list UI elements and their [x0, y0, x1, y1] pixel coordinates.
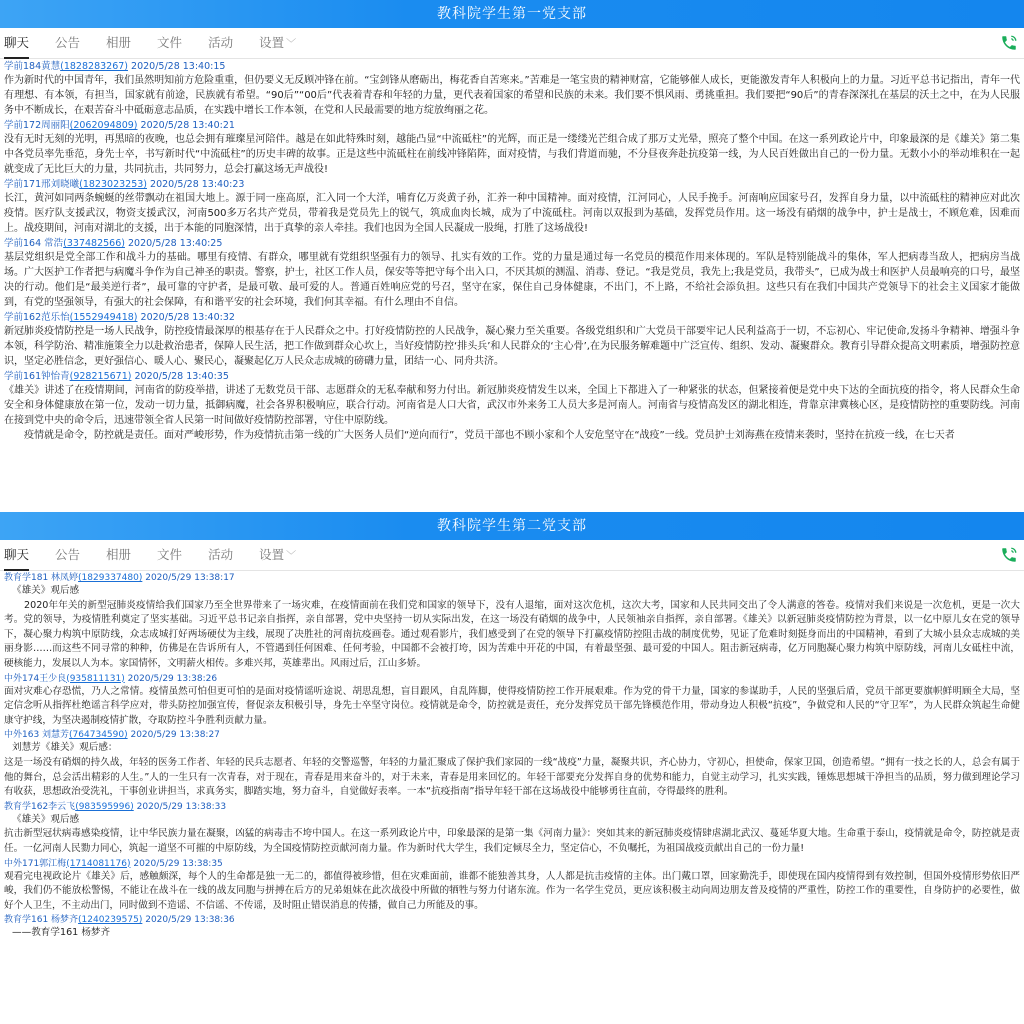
chevron-down-icon: ﹀: [286, 39, 297, 50]
message: [4, 801, 1020, 857]
sender-id-link[interactable]: (1552949418): [69, 312, 138, 323]
message: [4, 729, 1020, 799]
message-header: [4, 237, 1020, 250]
message-time: 2020/5/28 13:40:25: [128, 238, 223, 249]
message-header: [4, 729, 1020, 741]
message-header: [4, 60, 1020, 73]
sender-name[interactable]: 中外163 刘慧芳: [4, 730, 70, 741]
message-text: 长江，黄河如同两条蜿蜒的丝带飘动在祖国大地上。源于同一座高原，汇入同一个大洋，哺育亿万炎黄子孙，汇养一种中国精神。面对疫情，江河同心，人民手挽手。河南响应国家号召，发挥自身力量，以中流砥柱的精神应对此次疫情。医疗队支援武汉，物资支援武汉，河南500多万名共产党员，带着我是党员先上的锐气，筑成血肉长城，成为了中流砥柱。河南以双报到为基础，发挥党员作用。这一场没有硝烟的战争中，护士是战士，不顾危难，因难而上。战疫期间，河南对湖北的支援，出于本能的同胞深情，出于真挚的亲人牵挂。我们也因为全国人民凝成一股绳，打胜了这场战役!: [4, 193, 1020, 234]
message-text: 新冠肺炎疫情防控是一场人民战争，防控疫情最深厚的根基存在于人民群众之中。打好疫情防控的人民战争，凝心聚力至关重要。各级党组织和广大党员干部要牢记人民利益高于一切，不忘初心、牢记使命,发扬斗争精神、增强斗争本领，科学防治、精准施策全力以赴救治患者，保障人民生活，把工作做到群众心坎上，当好疫情防控‘排头兵’和人民群众的‘主心骨’,在为民服务解难题中广泛宣传、组织、发动、凝聚群众。教育引导群众提高文明素质，增强防控意识，坚定必胜信念，更好强信心、暖人心、聚民心，凝聚起亿万人民众志成城的磅礴力量，团结一心、同舟共济。: [4, 326, 1020, 367]
chat-window-branch-2: [0, 512, 1024, 1024]
message-time: 2020/5/28 13:40:32: [140, 312, 235, 323]
message: [4, 673, 1020, 729]
message: [4, 311, 1020, 369]
message-header: [4, 370, 1020, 383]
message: [4, 858, 1020, 914]
message-header: [4, 572, 1020, 584]
sender-name[interactable]: 教育学181 林凤婷: [4, 573, 79, 583]
message-time: 2020/5/29 13:38:26: [127, 673, 218, 684]
message: [4, 60, 1020, 118]
tab-settings-label: 设置: [259, 35, 285, 50]
sender-id-link[interactable]: (337482566): [63, 238, 125, 249]
message-list[interactable]: [0, 572, 1024, 941]
message-text: 观看完电视政论片《雄关》后，感触颇深，每个人的生命都是独一无二的，都值得被珍惜，但在灾难面前，谁都不能独善其身，人人都是抗击疫情的主体。出门戴口罩，回家勤洗手，即使现在国内疫情得到有效控制，但国外疫情形势依旧严峻，我们仍不能放松警惕，不能让在战斗在一线的战友同胞与拼搏在后方的兄弟姐妹在此次战役中所做的牺牲与努力付诸东流。作为一名学生党员，更应该积极主动向周边朋友普及疫情的严重性，防控工作的重要性，自身防护的必要性，做好个人卫生，不主动出门，同时做到不造谣、不信谣、不传谣，及时阻止错误消息的传播，做自己力所能及的事。: [4, 870, 1020, 911]
message-body: [4, 324, 1020, 369]
message-text: 刘慧芳《雄关》观后感：: [12, 742, 118, 754]
sender-id-link[interactable]: (2062094809): [69, 120, 138, 131]
chevron-down-icon: ﹀: [286, 551, 297, 562]
sender-id-link[interactable]: (1829337480): [78, 573, 143, 583]
message: [4, 914, 1020, 941]
sender-id-link[interactable]: (935811131): [66, 673, 125, 684]
tab-chat[interactable]: 聊天: [4, 28, 29, 58]
sender-name[interactable]: 学前184黄慧: [4, 61, 61, 72]
message-time: 2020/5/29 13:38:36: [145, 915, 235, 926]
tab-settings-label: 设置: [259, 547, 285, 562]
tab-bar: [0, 28, 1024, 59]
message-time: 2020/5/29 13:38:27: [130, 730, 220, 741]
message-body: [4, 584, 1020, 672]
message-time: 2020/5/28 13:40:21: [140, 120, 235, 131]
sender-name[interactable]: 学前162范乐怡: [4, 312, 70, 323]
message-body: [4, 685, 1020, 729]
message-body: [4, 926, 1020, 941]
tab-album[interactable]: 相册: [106, 547, 132, 562]
phone-icon[interactable]: [1000, 34, 1018, 52]
message-header: [4, 311, 1020, 324]
message-header: [4, 858, 1020, 870]
sender-name[interactable]: 教育学162李云飞: [4, 801, 76, 812]
window-title: 教科院学生第二党支部: [0, 512, 1024, 540]
message-body: [4, 741, 1020, 799]
message-body: [4, 191, 1020, 236]
message-text: 面对灾难心存恐慌，乃人之常情。疫情虽然可怕但更可怕的是面对疫情谣听途说、胡思乱想，盲目跟风，自乱阵脚，使得疫情防控工作开展艰难。作为党的骨干力量，国家的参谋助手，人民的坚强后盾，党员干部更要旗帜鲜明顾全大局，坚定信念听从指挥杜绝谣言科学应对，带头防控加强宣传，督促亲友积极引导，身先士卒坚守岗位。疫情就是命令，防控就是责任，充分发挥党员干部先锋模范作用，带动身边人积极“抗疫”，争做党和人民的“守卫军”，为人民群众筑起生命健康守护线，为坚决遏制疫情扩散，夺取防控斗争胜利贡献力量。: [4, 685, 1020, 726]
sender-name[interactable]: 教育学161 杨梦齐: [4, 915, 79, 926]
message: [4, 119, 1020, 177]
message-header: [4, 673, 1020, 685]
message-body: [4, 250, 1020, 310]
message-header: [4, 178, 1020, 191]
message-time: 2020/5/28 13:40:15: [131, 61, 226, 72]
message-header: [4, 914, 1020, 926]
tab-activity[interactable]: 活动: [208, 35, 234, 50]
sender-id-link[interactable]: (983595996): [75, 801, 134, 812]
message-text: 《雄关》观后感: [12, 813, 80, 825]
sender-id-link[interactable]: (1714081176): [66, 858, 131, 869]
message-time: 2020/5/28 13:40:35: [134, 371, 229, 382]
sender-id-link[interactable]: (1240239575): [78, 915, 143, 926]
tab-chat[interactable]: 聊天: [4, 540, 29, 570]
message-body: [4, 870, 1020, 914]
sender-id-link[interactable]: (1823023253): [79, 179, 147, 190]
message-time: 2020/5/28 13:40:23: [150, 179, 245, 190]
tab-bar: [0, 540, 1024, 571]
message-body: [4, 383, 1020, 443]
sender-name[interactable]: 学前164 常浩: [4, 238, 64, 249]
message-body: [4, 132, 1020, 177]
sender-name[interactable]: 中外171郭江梅: [4, 858, 67, 869]
message-text: 作为新时代的中国青年，我们虽然明知前方危险重重，但仍要义无反顾冲锋在前。“宝剑锋从磨砺出，梅花香自苦寒来。”苦难是一笔宝贵的精神财富，它能够催人成长，更能激发青年人积极向上的力量。习近平总书记指出，青年一代有理想、有本领，有担当，国家就有前途，民族就有希望。“90后”“00后”代表着青春和年轻的力量，更代表着国家的希望和民族的未来。我们要不惧风雨、勇挑重担。我们要把“90后”的青春深深扎在基层的沃土之中，在为人民服务中不断成长，在艰苦奋斗中砥砺意志品质，在实践中增长工作本领，在党和人民最需要的地方绽放绚丽之花。: [4, 75, 1020, 116]
message-time: 2020/5/29 13:38:17: [145, 573, 235, 583]
message: [4, 370, 1020, 443]
message-text: 基层党组织是党全部工作和战斗力的基础。哪里有疫情、有群众，哪里就有党组织坚强有力的领导、扎实有效的工作。党的力量是通过每一名党员的模范作用来体现的。军队是特别能战斗的集体，军人把病毒当敌人，把病房当战场。广大医护工作者把与病魔斗争作为自己神圣的职责。警察，护士，社区工作人员，保安等等把守每个出入口，不厌其烦的测温、消毒、登记。“我是党员，我先上;我是党员，我带头”，已成为战士和医护人员最响亮的口号，最坚决的行动。他们是“最美逆行者”，最可靠的守护者，是最可敬、最可爱的人。普通百姓响应党的号召，坚守在家，保住自己身体健康，不出门，不上路，不给社会添负担。这些只有在我们中国共产党领导下的社会主义国家才能做到，有党的坚强领导，有强大的社会保障，有和谐平安的社会环境，我们何其幸福。有什么理由不自信。: [4, 252, 1020, 308]
sender-id-link[interactable]: (764734590): [69, 730, 128, 741]
message-text: 疫情就是命令，防控就是责任。面对严峻形势，作为疫情抗击第一线的广大医务人员们“逆向而行”，党员干部也不顾小家和个人安危坚守在“战疫”一线。党员护士刘海燕在疫情来袭时，坚持在抗疫一线，在七天者: [24, 430, 955, 441]
sender-name[interactable]: 学前161钟怡青: [4, 371, 70, 382]
tab-settings[interactable]: [259, 540, 296, 570]
message-text: ——教育学161 杨梦齐: [12, 927, 111, 939]
sender-id-link[interactable]: (1828283267): [60, 61, 128, 72]
message: [4, 572, 1020, 672]
tab-album[interactable]: 相册: [106, 35, 132, 50]
tab-files[interactable]: 文件: [157, 547, 183, 562]
message-text: 没有无时无刻的光明，再黑暗的夜晚，也总会拥有璀璨星河陪伴。越是在如此特殊时刻，越能凸显“中流砥柱”的光辉，而正是一缕缕光芒组合成了那万丈光晕，照亮了整个中国。在这一系列政论片中，印象最深的是《雄关》第二集中各党员率先垂范，身先士卒，书写新时代“中流砥柱”的历史丰碑的故事。正是这些中流砥柱在前线冲锋陷阵，面对疫情，与我们背道而驰，不分昼夜奔赴抗疫第一线，为人民百姓做出自己的一份力量。无数小小的举动堆积在一起就变成了无比巨大的力量，共同抗击，共同努力，总会打赢这场无声战役!: [4, 134, 1020, 175]
tab-settings[interactable]: [259, 28, 296, 58]
message-text: 2020年年关的新型冠肺炎疫情给我们国家乃至全世界带来了一场灾难，在疫情面前在我们党和国家的领导下，没有人退缩，面对这次危机，这次大考，国家和人民共同交出了令人满意的答卷。疫情对我们来说是一次危机，更是一次大考。党的领导，为疫情胜利奠定了坚实基础。习近平总书记亲自指挥，亲自部署，党中央坚持一切从实际出发，在这一场没有硝烟的战争中，人民领袖亲自指挥，亲自部署。《雄关》以新冠肺炎疫情防控为背景，以一亿中原儿女在党的领导下，凝心聚力构筑中原防线，众志成城打好两场硬仗为主线，展现了决胜社的河南抗疫画卷。通过观看影片，我们感受到了在党的领导下打赢疫情防控阻击战的制度优势，见证了危难时刻挺身而出的中国精神，看到了大城小县众志成城的美丽身影……而这些不同寻常的种种，仿佛是在告诉所有人，不管遇到任何困难、任何考验，中国都不会被打垮，因为苦难中开花的中国，有着最坚强、最可爱的中国人。阻击新冠病毒，亿万同胞凝心聚力构筑中原防线，河南儿女砥柱中流，硬核能力，发展以人为本。家国情怀，文明薪火相传。多难兴邦，英雄辈出。风雨过后，江山多娇。: [4, 599, 1020, 669]
tab-activity[interactable]: 活动: [208, 547, 234, 562]
message-text: 这是一场没有硝烟的持久战，年轻的医务工作者、年轻的民兵志愿者、年轻的交警巡警，年轻的力量汇聚成了保护我们家园的一线“战疫”力量，凝聚共识，齐心协力，守初心，担使命，保家卫国，创造希望。“拥有一技之长的人，总会有属于他的舞台，总会活出精彩的人生。”人的一生只有一次青春，对于现在，青春是用来奋斗的，对于未来，青春是用来回忆的。年轻干部要充分发挥自身的优势和能力，自觉主动学习，扎实实践，锤炼思想城干净担当的品质，努力做到理论学习有收获，思想政治受洗礼，干事创业讲担当，求真务实，脚踏实地，努力奋斗，自觉做好表率。一本“抗疫指南”指导年轻干部在这场战役中能够勇往直前，夺得最终的胜利。: [4, 756, 1020, 798]
message-text: 《雄关》观后感: [12, 585, 80, 596]
sender-name[interactable]: 学前171邢刘晓曦: [4, 179, 80, 190]
message-text: 《雄关》讲述了在疫情期间，河南省的防疫举措，讲述了无数党员干部、志愿群众的无私奉献和努力付出。新冠肺炎疫情发生以来，全国上下都进入了一种紧张的状态，但紧接着便是党中央下达的全面抗疫的指令，将人民群众生命安全和身体健康放在第一位，发动一切力量，抵御病魔，社会各界积极响应，联合行动。河南省是人口大省，武汉市外来务工人员大多是河南人。河南省与疫情高发区的湖北相连，背靠京津冀核心区，是疫情防控的重要防线。河南在接到党中央的命令后，迅速带领全省人民第一时间做好疫情防控部署，守住中原防线。: [4, 385, 1020, 426]
phone-icon[interactable]: [1000, 546, 1018, 564]
tab-announcement[interactable]: 公告: [55, 547, 81, 562]
message-body: [4, 813, 1020, 857]
message: [4, 237, 1020, 310]
message-text: 抗击新型冠状病毒感染疫情，让中华民族力量在凝聚，凶猛的病毒击不垮中国人。在这一系列政论片中，印象最深的是第一集《河南力量》：突如其来的新冠肺炎疫情肆虐湖北武汉、蔓延华夏大地。生命重于泰山，疫情就是命令，防控就是责任。一亿河南人民勠力同心，筑起一道坚不可摧的中原防线，为全国疫情防控贡献河南力量。作为新时代大学生，我们定倾尽全力，坚定信心，不负嘱托，为祖国战疫贡献出自己的一份力量!: [4, 828, 1020, 854]
message-header: [4, 801, 1020, 813]
message-header: [4, 119, 1020, 132]
window-title: 教科院学生第一党支部: [0, 0, 1024, 28]
message-list[interactable]: [0, 60, 1024, 443]
tab-files[interactable]: 文件: [157, 35, 183, 50]
message-time: 2020/5/29 13:38:35: [133, 858, 223, 869]
message-body: [4, 73, 1020, 118]
sender-name[interactable]: 中外174王少良: [4, 673, 67, 684]
sender-id-link[interactable]: (928215671): [69, 371, 132, 382]
message: [4, 178, 1020, 236]
sender-name[interactable]: 学前172周丽阳: [4, 120, 70, 131]
message-time: 2020/5/29 13:38:33: [136, 801, 227, 812]
tab-announcement[interactable]: 公告: [55, 35, 81, 50]
